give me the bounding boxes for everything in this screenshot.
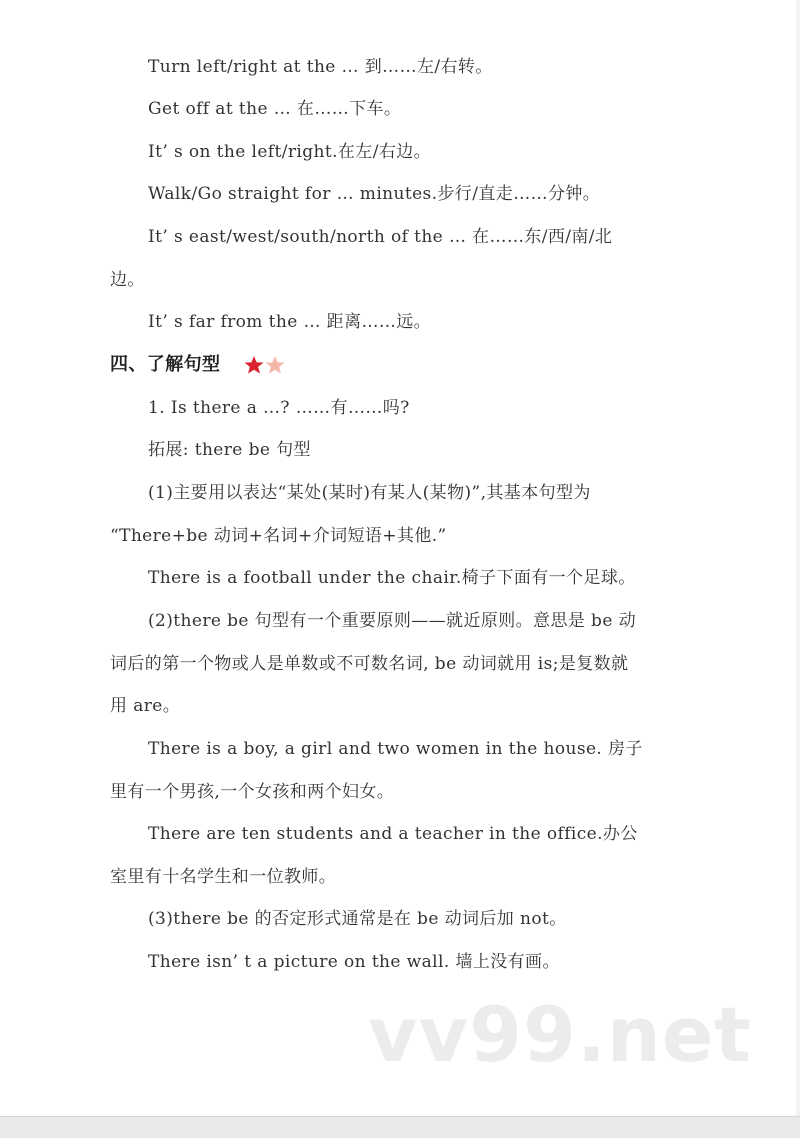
section-heading: 四、了解句型 (110, 354, 221, 375)
difficulty-stars (244, 353, 288, 377)
text-line: There isn’ t a picture on the wall. 墙上没有画。 (148, 952, 560, 972)
text-line: There is a football under the chair.椅子下面有一个足球。 (148, 568, 636, 588)
text-line: 词后的第一个物或人是单数或不可数名词, be 动词就用 is;是复数就 (110, 654, 629, 674)
text-line: There are ten students and a teacher in the office.办公 (148, 824, 638, 844)
text-line: There is a boy, a girl and two women in the house. 房子 (148, 739, 643, 759)
text-line: 1. Is there a …? ……有……吗? (148, 398, 410, 418)
text-line: 室里有十名学生和一位教师。 (110, 867, 337, 887)
star-icon (266, 356, 285, 374)
text-line: It’ s far from the … 距离……远。 (148, 312, 432, 332)
text-line: “There+be 动词+名词+介词短语+其他.” (110, 526, 447, 546)
text-line: (3)there be 的否定形式通常是在 be 动词后加 not。 (148, 909, 567, 929)
text-line: (2)there be 句型有一个重要原则——就近原则。意思是 be 动 (148, 611, 637, 631)
text-line: 里有一个男孩,一个女孩和两个妇女。 (110, 782, 395, 802)
watermark: vv99.net (368, 990, 752, 1079)
text-line: Walk/Go straight for … minutes.步行/直走……分钟。 (148, 184, 601, 204)
text-line: (1)主要用以表达“某处(某时)有某人(某物)”,其基本句型为 (148, 483, 591, 503)
text-line: Get off at the … 在……下车。 (148, 99, 402, 119)
star-icon (245, 356, 264, 374)
text-line: It’ s east/west/south/north of the … 在……东/西/南/北 (148, 227, 613, 247)
text-line: It’ s on the left/right.在左/右边。 (148, 142, 432, 162)
page-edge (796, 0, 800, 1116)
page-bottom-strip (0, 1116, 800, 1138)
text-line: 拓展: there be 句型 (148, 440, 311, 460)
text-line: 边。 (110, 270, 145, 290)
text-line: 用 are。 (110, 696, 181, 716)
text-line: Turn left/right at the … 到……左/右转。 (148, 57, 493, 77)
